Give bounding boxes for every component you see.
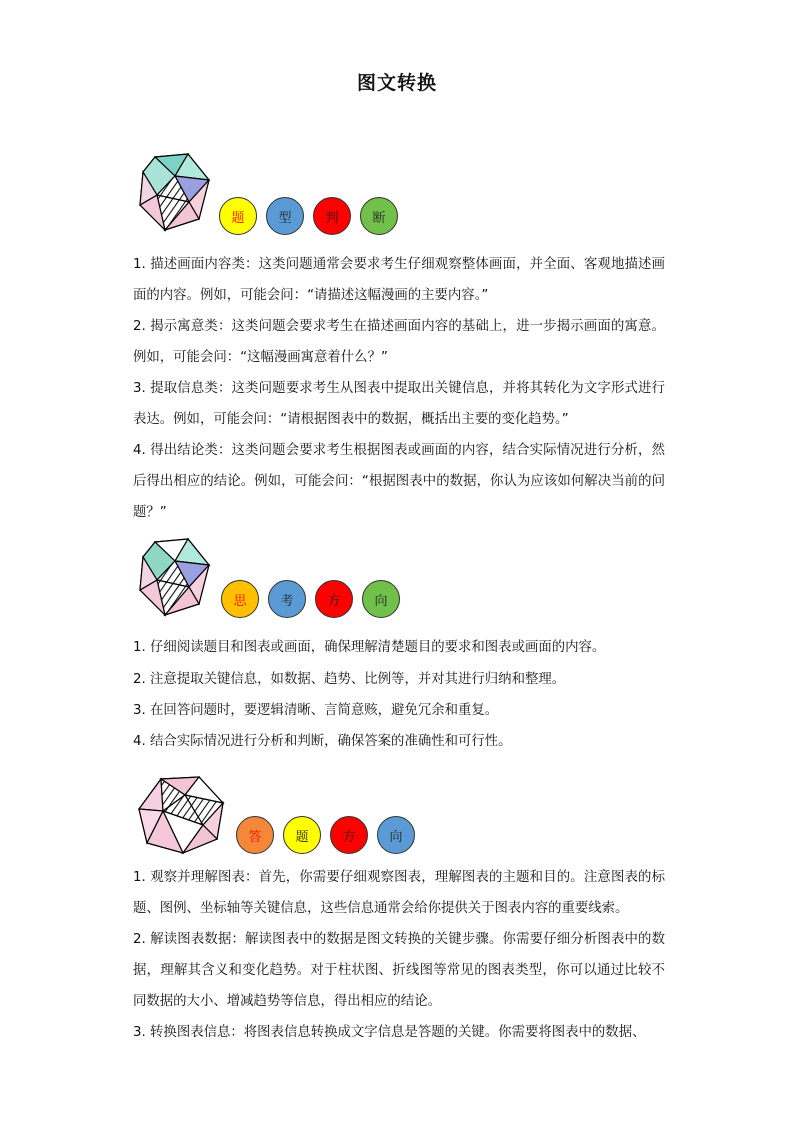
icosahedron-icon [133,150,219,236]
badge-circle: 向 [362,580,400,618]
section-header-thinking-direction [133,535,433,625]
list-item: 1. 描述画面内容类：这类问题通常会要求考生仔细观察整体画面，并全面、客观地描述画面的内容。例如，可能会问：“请描述这幅漫画的主要内容。” [133,257,665,303]
list-item: 1. 观察并理解图表：首先，你需要仔细观察图表，理解图表的主题和目的。注意图表的标题、图例、坐标轴等关键信息，这些信息通常会给你提供关于图表内容的重要线索。 [133,870,665,916]
badge-circle: 方 [315,580,353,618]
badge-circle: 思 [221,580,259,618]
list-item: 2. 注意提取关键信息，如数据、趋势、比例等，并对其进行归纳和整理。 [133,672,566,687]
badge-circle: 方 [330,816,368,854]
section-header-answer-direction [133,773,433,863]
section-header-question-types [133,150,433,240]
list-item: 4. 得出结论类：这类问题会要求考生根据图表或画面的内容，结合实际情况进行分析，然后得出相应的结论。例如，可能会问：“根据图表中的数据，你认为应该如何解决当前的问题？” [133,443,665,520]
list-item: 2. 解读图表数据：解读图表中的数据是图文转换的关键步骤。你需要仔细分析图表中的数据，理解其含义和变化趋势。对于柱状图、折线图等常见的图表类型，你可以通过比较不同数据的大小、增减趋势等信息，得出相应的结论。 [133,932,665,1009]
page-title: 图文转换 [356,72,437,94]
list-item: 4. 结合实际情况进行分析和判断，确保答案的准确性和可行性。 [133,734,512,749]
badge-circle: 题 [219,197,257,235]
icosahedron-icon [133,773,231,859]
badge-circle: 答 [236,816,274,854]
list-item: 3. 提取信息类：这类问题要求考生从图表中提取出关键信息，并将其转化为文字形式进行表达。例如，可能会问：“请根据图表中的数据，概括出主要的变化趋势。” [133,381,665,427]
list-item: 2. 揭示寓意类：这类问题会要求考生在描述画面内容的基础上，进一步揭示画面的寓意。例如，可能会问：“这幅漫画寓意着什么？” [133,319,665,365]
badge-circle: 题 [283,816,321,854]
badge-circle: 断 [360,197,398,235]
list-item: 1. 仔细阅读题目和图表或画面，确保理解清楚题目的要求和图表或画面的内容。 [133,640,606,655]
badge-circle: 向 [377,816,415,854]
icosahedron-icon [133,535,219,621]
list-item: 3. 在回答问题时，要逻辑清晰、言简意赅，避免冗余和重复。 [133,703,499,718]
badge-circle: 考 [268,580,306,618]
list-item: 3. 转换图表信息：将图表信息转换成文字信息是答题的关键。你需要将图表中的数据、 [133,1025,646,1040]
badge-circle: 判 [313,197,351,235]
badge-circle: 型 [266,197,304,235]
